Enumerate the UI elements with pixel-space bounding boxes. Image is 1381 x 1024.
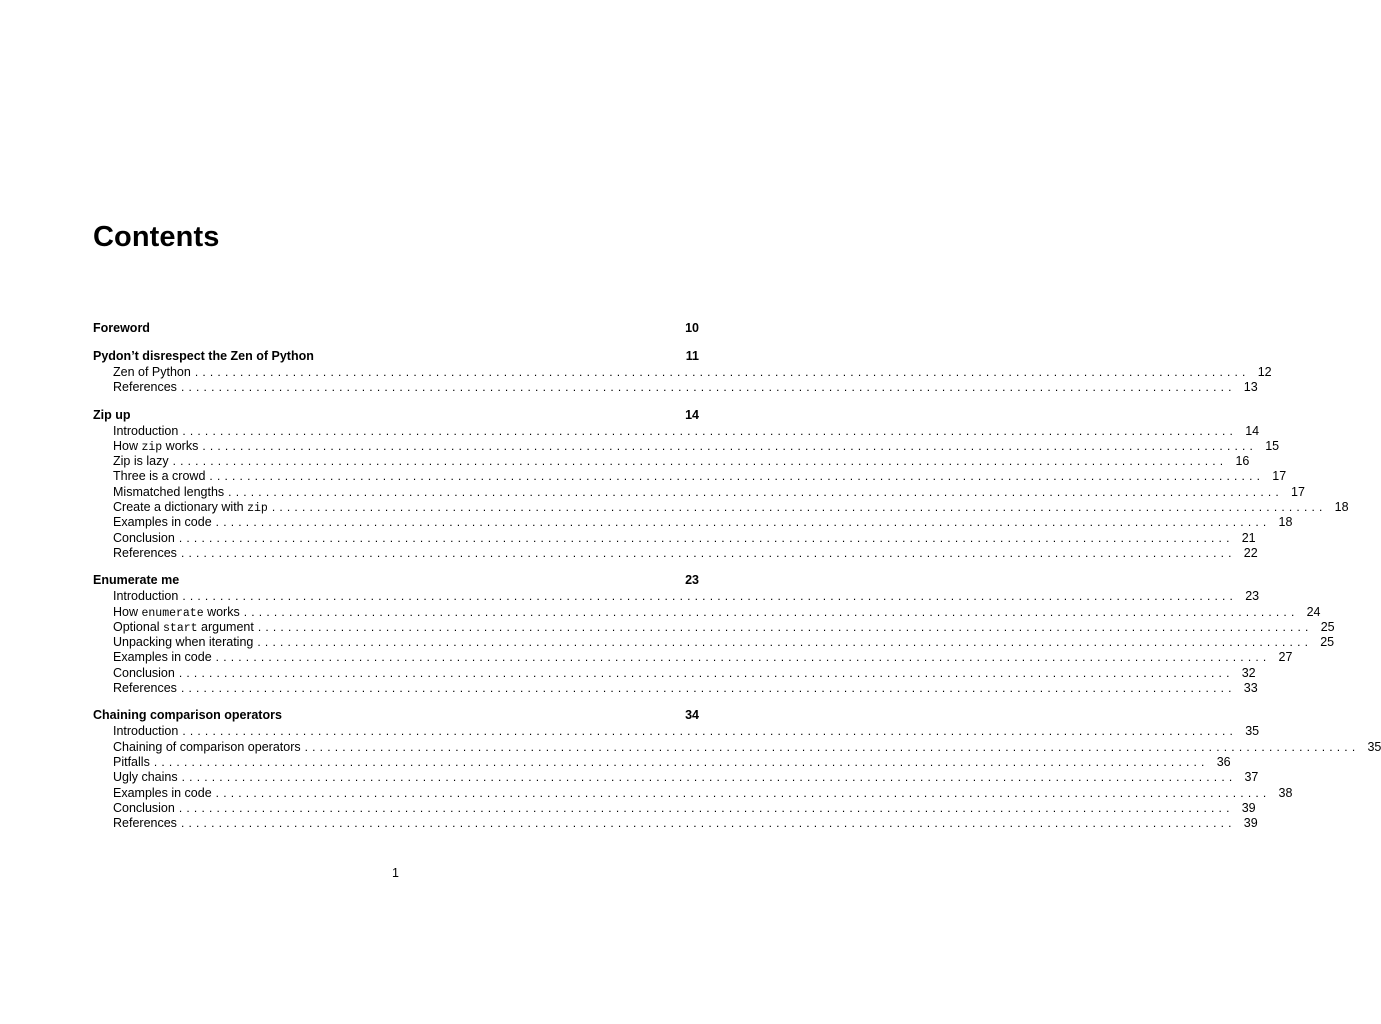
section-title xyxy=(113,681,177,696)
toc-section-entry[interactable] xyxy=(93,484,1305,500)
toc-chapter-entry[interactable] xyxy=(93,320,699,337)
section-title-text: works xyxy=(203,604,240,619)
section-title xyxy=(113,365,191,380)
section-title xyxy=(113,666,175,681)
chapter-title: Enumerate me xyxy=(93,573,180,588)
section-title xyxy=(113,770,178,785)
section-title-text: Ugly chains xyxy=(113,770,178,785)
toc-section-entry[interactable] xyxy=(93,500,1349,516)
toc-section-entry[interactable] xyxy=(93,454,1250,469)
inline-code: zip xyxy=(141,440,163,454)
section-title xyxy=(113,424,178,439)
toc-section-entry[interactable] xyxy=(93,515,1293,530)
dot-leader: ............................................................................................................................................ xyxy=(257,619,1313,634)
chapter-page-number: 10 xyxy=(685,321,699,335)
section-page-number: 25 xyxy=(1320,635,1335,650)
toc-chapter-entry[interactable] xyxy=(93,348,699,365)
section-title-text: How xyxy=(113,438,142,453)
toc-section-entry[interactable] xyxy=(93,681,1258,696)
section-title-text: Introduction xyxy=(113,423,179,438)
table-of-contents xyxy=(93,320,1381,842)
toc-section-entry[interactable] xyxy=(93,739,1381,755)
dot-leader: ............................................................................................................................................ xyxy=(180,545,1236,560)
section-title xyxy=(113,500,268,516)
toc-section-entry[interactable] xyxy=(93,770,1259,785)
dot-leader: ............................................................................................................................................ xyxy=(181,770,1237,785)
toc-section-entry[interactable] xyxy=(93,604,1321,620)
page-title: Contents xyxy=(93,221,220,253)
toc-chapter xyxy=(93,348,1272,396)
chapter-title: Pydon’t disrespect the Zen of Python xyxy=(93,349,314,363)
dot-leader: ............................................................................................................................................ xyxy=(243,604,1299,619)
section-title xyxy=(113,439,198,455)
toc-section-entry[interactable] xyxy=(93,545,1258,561)
section-title-text: References xyxy=(113,681,177,696)
section-title xyxy=(113,531,175,546)
toc-section-entry[interactable] xyxy=(93,724,1260,739)
section-title xyxy=(113,380,177,395)
toc-chapter xyxy=(93,707,1381,831)
toc-section-entry[interactable] xyxy=(93,754,1231,770)
section-title-text: Pitfalls xyxy=(113,754,150,769)
section-page-number: 39 xyxy=(1241,800,1256,815)
section-page-number: 17 xyxy=(1291,484,1305,499)
section-title xyxy=(113,546,177,561)
section-page-number: 13 xyxy=(1243,380,1258,395)
toc-chapter xyxy=(93,407,1349,562)
dot-leader: ............................................................................................................................................ xyxy=(178,530,1234,545)
section-title-text: Chaining of comparison operators xyxy=(113,739,301,754)
chapter-title: Foreword xyxy=(93,321,150,335)
dot-leader: ............................................................................................................................................ xyxy=(153,754,1209,769)
section-title xyxy=(113,605,240,621)
chapter-title: Chaining comparison operators xyxy=(93,708,282,723)
toc-section-entry[interactable] xyxy=(93,800,1256,816)
toc-section-entry[interactable] xyxy=(93,665,1256,681)
chapter-page-number: 11 xyxy=(685,349,699,363)
chapter-title: Zip up xyxy=(93,407,131,422)
section-page-number: 27 xyxy=(1278,650,1293,665)
dot-leader: ............................................................................................................................................ xyxy=(209,469,1265,484)
dot-leader: ............................................................................................................................................ xyxy=(304,739,1360,754)
dot-leader: ............................................................................................................................................ xyxy=(178,800,1234,815)
toc-section-entry[interactable] xyxy=(93,650,1293,665)
section-title xyxy=(113,755,150,770)
toc-chapter xyxy=(93,320,699,337)
section-title-text: Introduction xyxy=(113,724,179,739)
section-title-text: Introduction xyxy=(113,589,179,604)
section-page-number: 24 xyxy=(1306,604,1321,619)
section-title-text: References xyxy=(113,816,177,831)
dot-leader: ............................................................................................................................................ xyxy=(215,785,1271,800)
toc-chapter xyxy=(93,572,1335,696)
toc-section-entry[interactable] xyxy=(93,785,1293,801)
dot-leader: ............................................................................................................................................ xyxy=(182,724,1238,739)
section-title xyxy=(113,485,224,500)
chapter-page-number: 23 xyxy=(685,573,699,588)
section-title-text: How xyxy=(113,604,142,619)
dot-leader: ............................................................................................................................................ xyxy=(228,484,1283,499)
section-page-number: 22 xyxy=(1243,545,1258,560)
section-page-number: 17 xyxy=(1272,469,1287,484)
toc-section-entry[interactable] xyxy=(93,530,1256,546)
toc-chapter-entry[interactable] xyxy=(93,407,699,424)
inline-code: enumerate xyxy=(141,606,204,620)
dot-leader: ............................................................................................................................................ xyxy=(180,681,1236,696)
dot-leader: ............................................................................................................................................ xyxy=(202,438,1258,453)
section-title-text: Create a dictionary with xyxy=(113,500,248,515)
section-page-number: 35 xyxy=(1245,724,1260,739)
section-page-number: 33 xyxy=(1243,681,1258,696)
dot-leader: ............................................................................................................................................ xyxy=(194,365,1250,379)
section-title-text: argument xyxy=(197,619,254,634)
dot-leader: ............................................................................................................................................ xyxy=(271,500,1327,515)
section-title-text: Zen of Python xyxy=(113,365,191,379)
dot-leader: ............................................................................................................................................ xyxy=(257,635,1313,650)
dot-leader: ............................................................................................................................................ xyxy=(182,589,1238,604)
toc-chapter-entry[interactable] xyxy=(93,572,699,589)
section-title-text: Examples in code xyxy=(113,785,212,800)
toc-section-entry[interactable] xyxy=(93,423,1260,439)
dot-leader: ............................................................................................................................................ xyxy=(178,665,1234,680)
section-page-number: 14 xyxy=(1245,423,1260,438)
section-page-number: 39 xyxy=(1243,816,1258,831)
section-page-number: 35 xyxy=(1367,739,1381,754)
toc-section-entry[interactable] xyxy=(93,438,1280,454)
section-page-number: 23 xyxy=(1245,589,1260,604)
section-title-text: Conclusion xyxy=(113,530,175,545)
section-page-number: 18 xyxy=(1278,515,1293,530)
section-title xyxy=(113,740,301,755)
section-title-text: Examples in code xyxy=(113,515,212,530)
dot-leader: ............................................................................................................................................ xyxy=(172,454,1228,469)
dot-leader: ............................................................................................................................................ xyxy=(182,423,1238,438)
section-title-text: Unpacking when iterating xyxy=(113,635,254,650)
toc-section-entry[interactable] xyxy=(93,469,1287,484)
section-title-text: Conclusion xyxy=(113,800,175,815)
toc-chapter-entry[interactable] xyxy=(93,707,699,724)
section-title-text: References xyxy=(113,545,177,560)
section-title xyxy=(113,515,212,530)
chapter-page-number: 14 xyxy=(685,407,699,422)
section-title-text: Optional xyxy=(113,619,164,634)
toc-section-entry[interactable] xyxy=(93,635,1335,650)
chapter-page-number: 34 xyxy=(685,708,699,723)
section-title xyxy=(113,589,178,604)
section-page-number: 38 xyxy=(1278,785,1293,800)
section-title xyxy=(113,635,253,650)
section-page-number: 36 xyxy=(1216,754,1231,769)
section-title xyxy=(113,816,177,831)
section-page-number: 15 xyxy=(1265,438,1280,453)
toc-section-entry[interactable] xyxy=(93,380,1258,395)
toc-section-entry[interactable] xyxy=(93,365,1272,380)
toc-section-entry[interactable] xyxy=(93,816,1258,831)
section-title-text: Mismatched lengths xyxy=(113,484,225,499)
dot-leader: ............................................................................................................................................ xyxy=(180,816,1236,831)
dot-leader: ............................................................................................................................................ xyxy=(215,515,1271,530)
section-title xyxy=(113,786,212,801)
inline-code: zip xyxy=(247,502,268,516)
dot-leader: ............................................................................................................................................ xyxy=(215,650,1271,665)
section-title xyxy=(113,620,254,636)
section-page-number: 18 xyxy=(1334,500,1349,515)
section-title xyxy=(113,724,178,739)
section-page-number: 25 xyxy=(1320,619,1335,634)
section-page-number: 16 xyxy=(1235,454,1250,469)
section-page-number: 32 xyxy=(1241,665,1256,680)
section-title xyxy=(113,454,169,469)
dot-leader: ............................................................................................................................................ xyxy=(180,380,1236,395)
section-title xyxy=(113,650,212,665)
section-title-text: References xyxy=(113,380,177,395)
section-title-text: Zip is lazy xyxy=(113,454,169,469)
inline-code: start xyxy=(163,621,198,635)
section-title-text: Examples in code xyxy=(113,650,212,665)
section-title xyxy=(113,469,205,484)
page-number: 1 xyxy=(392,866,399,880)
section-title xyxy=(113,801,175,816)
section-page-number: 21 xyxy=(1241,530,1256,545)
section-title-text: Conclusion xyxy=(113,665,175,680)
section-page-number: 12 xyxy=(1257,365,1272,379)
section-title-text: works xyxy=(162,438,199,453)
toc-section-entry[interactable] xyxy=(93,619,1335,635)
toc-section-entry[interactable] xyxy=(93,589,1260,604)
section-page-number: 37 xyxy=(1244,770,1259,785)
section-title-text: Three is a crowd xyxy=(113,469,206,484)
